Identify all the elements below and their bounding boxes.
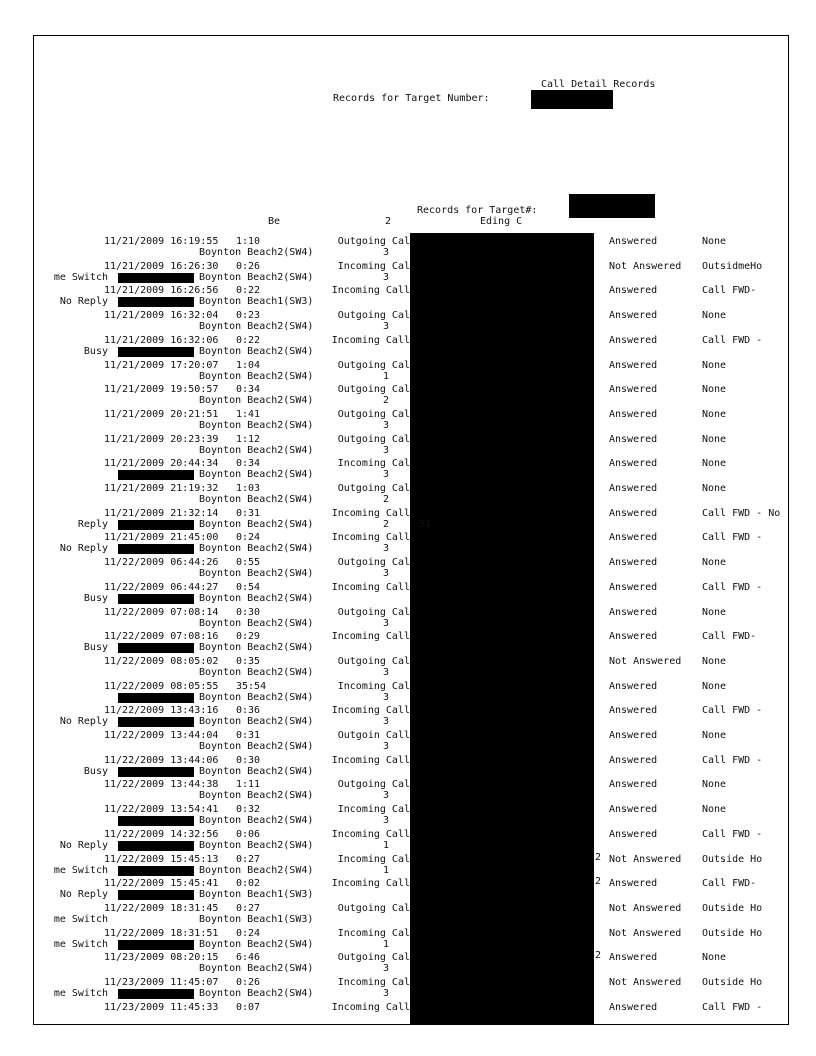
record-call-type: Incoming Cal [337,977,410,988]
record-forward: Call FWD - [702,705,763,716]
record-forward: None [702,779,727,790]
record-status: Not Answered [609,854,682,865]
record-forward: Outside Ho [702,854,763,865]
record-forward: Call FWD - [702,532,763,543]
record-forward: Call FWD- [702,878,757,889]
record-datetime: 11/21/2009 19:50:57 [104,384,219,395]
record-cell-site: Boynton Beach2(SW4) [199,445,314,456]
redaction-bar [118,767,194,777]
record-call-type: Incoming Call [331,508,410,519]
record-call-type: Outgoin Call [337,730,410,741]
document-page [33,35,789,1025]
record-count: 3 [383,321,390,332]
record-count: 3 [383,420,390,431]
record-datetime: 11/21/2009 17:20:07 [104,360,219,371]
record-call-type: Outgoing Cal [337,236,410,247]
record-status: Answered [609,557,658,568]
record-datetime: 11/21/2009 20:23:39 [104,434,219,445]
record-forward: None [702,236,727,247]
record-status: Answered [609,384,658,395]
record-status: Answered [609,310,658,321]
record-wrap-text: Busy [83,766,108,777]
record-cell-site: Boynton Beach2(SW4) [199,766,314,777]
record-count: 2 51 [383,519,432,530]
column-header-be: Be [268,216,281,227]
record-datetime: 11/21/2009 20:44:34 [104,458,219,469]
record-duration: 1:10 [236,236,261,247]
record-duration: 1:11 [236,779,261,790]
record-duration: 0:36 [236,705,261,716]
record-edge-mark: 2 [595,876,602,887]
record-call-type: Incoming Call [331,878,410,889]
record-forward: None [702,409,727,420]
record-datetime: 11/22/2009 07:08:16 [104,631,219,642]
record-call-type: Incoming Cal [337,854,410,865]
record-duration: 0:29 [236,631,261,642]
record-forward: Call FWD - [702,335,763,346]
record-duration: 0:23 [236,310,261,321]
record-datetime: 11/23/2009 08:20:15 [104,952,219,963]
record-status: Answered [609,532,658,543]
record-forward: None [702,557,727,568]
record-call-type: Outgoing Cal [337,483,410,494]
record-wrap-text: me Switch [53,865,108,876]
record-forward: None [702,952,727,963]
record-count: 3 [383,815,390,826]
record-datetime: 11/22/2009 06:44:27 [104,582,219,593]
record-datetime: 11/22/2009 13:43:16 [104,705,219,716]
record-status: Answered [609,508,658,519]
record-datetime: 11/22/2009 13:44:06 [104,755,219,766]
record-edge-mark: 2 [595,950,602,961]
record-cell-site: Boynton Beach2(SW4) [199,988,314,999]
record-count: 2 [383,395,390,406]
record-count: 3 [383,988,390,999]
redaction-target-hash [569,194,655,218]
record-wrap-text: Reply [77,519,108,530]
record-datetime: 11/22/2009 15:45:41 [104,878,219,889]
record-call-type: Incoming Cal [337,458,410,469]
redaction-bar [118,347,194,357]
record-forward: Call FWD- [702,285,757,296]
record-status: Answered [609,285,658,296]
record-call-type: Outgoing Cal [337,952,410,963]
record-forward: None [702,681,727,692]
record-forward: Outside Ho [702,928,763,939]
record-call-type: Incoming Cal [337,261,410,272]
record-datetime: 11/22/2009 07:08:14 [104,607,219,618]
record-datetime: 11/22/2009 13:44:38 [104,779,219,790]
record-wrap-text: me Switch [53,272,108,283]
record-call-type: Outgoing Cal [337,779,410,790]
record-duration: 0:26 [236,261,261,272]
record-wrap-text: me Switch [53,988,108,999]
redaction-bar [118,940,194,950]
record-call-type: Outgoing Cal [337,607,410,618]
record-datetime: 11/22/2009 14:32:56 [104,829,219,840]
record-datetime: 11/21/2009 16:32:06 [104,335,219,346]
record-count: 2 [383,494,390,505]
record-duration: 0:34 [236,458,261,469]
record-count: 3 [383,568,390,579]
record-datetime: 11/22/2009 06:44:26 [104,557,219,568]
record-duration: 1:41 [236,409,261,420]
redaction-bar [118,273,194,283]
record-duration: 0:30 [236,607,261,618]
record-call-type: Outgoing Cal [337,360,410,371]
record-forward: None [702,656,727,667]
record-forward: None [702,360,727,371]
column-header-eding: Eding C [480,216,523,227]
redaction-bar [118,890,194,900]
record-duration: 0:22 [236,335,261,346]
record-wrap-text: Busy [83,642,108,653]
record-duration: 0:30 [236,755,261,766]
record-count: 3 [383,963,390,974]
record-count: 3 [383,716,390,727]
record-datetime: 11/21/2009 16:32:04 [104,310,219,321]
record-wrap-text: me Switch [53,914,108,925]
record-datetime: 11/22/2009 08:05:55 [104,681,219,692]
record-cell-site: Boynton Beach2(SW4) [199,568,314,579]
record-call-type: Incoming Call [331,631,410,642]
record-duration: 1:04 [236,360,261,371]
record-call-type: Incoming Call [331,755,410,766]
record-status: Answered [609,458,658,469]
record-datetime: 11/22/2009 13:54:41 [104,804,219,815]
redaction-bar [118,693,194,703]
column-header-2: 2 [385,216,392,227]
record-call-type: Incoming Call [331,532,410,543]
record-call-type: Incoming Cal [337,681,410,692]
record-cell-site: Boynton Beach1(SW3) [199,296,314,307]
record-count: 1 [383,371,390,382]
record-call-type: Outgoing Cal [337,557,410,568]
record-duration: 0:55 [236,557,261,568]
record-cell-site: Boynton Beach2(SW4) [199,692,314,703]
record-datetime: 11/22/2009 08:05:02 [104,656,219,667]
record-duration: 0:02 [236,878,261,889]
record-cell-site: Boynton Beach2(SW4) [199,963,314,974]
redaction-bar [118,866,194,876]
record-count: 3 [383,790,390,801]
record-cell-site: Boynton Beach2(SW4) [199,321,314,332]
record-datetime: 11/21/2009 16:26:30 [104,261,219,272]
record-call-type: Outgoing Cal [337,656,410,667]
record-status: Not Answered [609,261,682,272]
redaction-bar [118,297,194,307]
record-datetime: 11/21/2009 21:45:00 [104,532,219,543]
record-wrap-text: No Reply [59,840,108,851]
record-duration: 0:07 [236,1002,261,1013]
record-cell-site: Boynton Beach1(SW3) [199,889,314,900]
record-forward: Call FWD - [702,1002,763,1013]
record-datetime: 11/21/2009 21:19:32 [104,483,219,494]
record-cell-site: Boynton Beach2(SW4) [199,840,314,851]
redaction-bar [118,989,194,999]
record-forward: None [702,310,727,321]
record-cell-site: Boynton Beach2(SW4) [199,667,314,678]
redaction-bar [118,841,194,851]
record-cell-site: Boynton Beach2(SW4) [199,865,314,876]
record-call-type: Incoming Cal [337,928,410,939]
record-status: Answered [609,1002,658,1013]
record-cell-site: Boynton Beach2(SW4) [199,716,314,727]
record-duration: 0:54 [236,582,261,593]
record-status: Answered [609,878,658,889]
record-cell-site: Boynton Beach2(SW4) [199,543,314,554]
record-cell-site: Boynton Beach2(SW4) [199,469,314,480]
record-count: 3 [383,618,390,629]
record-duration: 0:31 [236,508,261,519]
record-status: Answered [609,434,658,445]
record-count: 3 [383,469,390,480]
record-call-type: Incoming Cal [337,804,410,815]
record-status: Answered [609,409,658,420]
record-status: Not Answered [609,903,682,914]
redaction-target-number [531,90,613,109]
record-datetime: 11/22/2009 18:31:45 [104,903,219,914]
record-forward: Call FWD - [702,829,763,840]
record-call-type: Incoming Call [331,582,410,593]
record-status: Answered [609,705,658,716]
record-count: 3 [383,272,390,283]
record-cell-site: Boynton Beach2(SW4) [199,815,314,826]
record-count: 3 [383,741,390,752]
record-status: Answered [609,804,658,815]
record-cell-site: Boynton Beach2(SW4) [199,519,314,530]
record-status: Answered [609,631,658,642]
record-duration: 0:27 [236,903,261,914]
record-forward: Call FWD - [702,582,763,593]
record-duration: 0:32 [236,804,261,815]
record-forward: Call FWD- [702,631,757,642]
record-duration: 0:24 [236,928,261,939]
record-forward: None [702,483,727,494]
record-wrap-text: Busy [83,593,108,604]
record-duration: 0:27 [236,854,261,865]
record-count: 3 [383,445,390,456]
record-duration: 1:03 [236,483,261,494]
record-forward: Outside Ho [702,903,763,914]
record-call-type: Outgoing Cal [337,434,410,445]
record-count: 3 [383,667,390,678]
redaction-bar [118,470,194,480]
record-wrap-text: me Switch [53,939,108,950]
record-wrap-text: No Reply [59,296,108,307]
record-status: Answered [609,681,658,692]
record-forward: None [702,384,727,395]
record-forward: None [702,434,727,445]
record-forward: None [702,730,727,741]
record-status: Not Answered [609,928,682,939]
record-wrap-text: Busy [83,346,108,357]
record-status: Answered [609,607,658,618]
record-datetime: 11/22/2009 15:45:13 [104,854,219,865]
record-status: Answered [609,829,658,840]
record-status: Answered [609,779,658,790]
record-wrap-text: No Reply [59,889,108,900]
record-cell-site: Boynton Beach2(SW4) [199,939,314,950]
record-cell-site: Boynton Beach2(SW4) [199,642,314,653]
redaction-bar [118,520,194,530]
record-edge-mark: 2 [595,852,602,863]
record-call-type: Outgoing Cal [337,384,410,395]
record-call-type: Incoming Call [331,285,410,296]
record-call-type: Incoming Call [331,829,410,840]
record-cell-site: Boynton Beach2(SW4) [199,618,314,629]
record-forward: None [702,804,727,815]
record-duration: 0:26 [236,977,261,988]
record-status: Answered [609,952,658,963]
record-duration: 0:22 [236,285,261,296]
record-count: 3 [383,543,390,554]
record-status: Answered [609,730,658,741]
record-duration: 6:46 [236,952,261,963]
record-count: 1 [383,865,390,876]
record-forward: Outside Ho [702,977,763,988]
record-duration: 35:54 [236,681,267,692]
record-call-type: Incoming Call [331,1002,410,1013]
page-title: Call Detail Records [541,79,656,90]
record-status: Answered [609,582,658,593]
record-forward: None [702,458,727,469]
record-count: 3 [383,692,390,703]
record-status: Answered [609,335,658,346]
redaction-bar [118,816,194,826]
record-call-type: Incoming Call [331,705,410,716]
record-cell-site: Boynton Beach2(SW4) [199,741,314,752]
record-count: 1 [383,939,390,950]
record-wrap-text: No Reply [59,716,108,727]
record-cell-site: Boynton Beach2(SW4) [199,272,314,283]
target-number-label: Records for Target Number: [333,93,490,104]
record-duration: 1:12 [236,434,261,445]
record-duration: 0:34 [236,384,261,395]
redaction-bar [118,594,194,604]
redaction-bar [118,717,194,727]
record-duration: 0:06 [236,829,261,840]
record-status: Not Answered [609,977,682,988]
record-datetime: 11/21/2009 16:26:56 [104,285,219,296]
record-duration: 0:35 [236,656,261,667]
record-count: 1 [383,840,390,851]
record-cell-site: Boynton Beach1(SW3) [199,914,314,925]
record-cell-site: Boynton Beach2(SW4) [199,247,314,258]
target-hash-label: Records for Target#: [417,205,538,216]
record-cell-site: Boynton Beach2(SW4) [199,346,314,357]
record-datetime: 11/21/2009 21:32:14 [104,508,219,519]
record-status: Answered [609,360,658,371]
redaction-bar [118,643,194,653]
record-cell-site: Boynton Beach2(SW4) [199,593,314,604]
record-wrap-text: No Reply [59,543,108,554]
record-cell-site: Boynton Beach2(SW4) [199,420,314,431]
record-call-type: Outgoing Cal [337,409,410,420]
record-forward: OutsidmeHo [702,261,763,272]
record-cell-site: Boynton Beach2(SW4) [199,790,314,801]
record-cell-site: Boynton Beach2(SW4) [199,395,314,406]
record-cell-site: Boynton Beach2(SW4) [199,494,314,505]
record-datetime: 11/23/2009 11:45:07 [104,977,219,988]
record-duration: 0:31 [236,730,261,741]
record-count: 3 [383,247,390,258]
record-status: Not Answered [609,656,682,667]
record-forward: Call FWD - No [702,508,781,519]
record-status: Answered [609,483,658,494]
record-datetime: 11/22/2009 18:31:51 [104,928,219,939]
record-cell-site: Boynton Beach2(SW4) [199,371,314,382]
record-call-type: Outgoing Cal [337,310,410,321]
record-datetime: 11/23/2009 11:45:33 [104,1002,219,1013]
record-call-type: Outgoing Cal [337,903,410,914]
record-forward: Call FWD - [702,755,763,766]
record-status: Answered [609,236,658,247]
record-datetime: 11/21/2009 20:21:51 [104,409,219,420]
record-duration: 0:24 [236,532,261,543]
record-forward: None [702,607,727,618]
record-call-type: Incoming Call [331,335,410,346]
record-status: Answered [609,755,658,766]
redaction-number-column [410,233,594,1025]
redaction-bar [118,544,194,554]
record-datetime: 11/22/2009 13:44:04 [104,730,219,741]
record-datetime: 11/21/2009 16:19:55 [104,236,219,247]
